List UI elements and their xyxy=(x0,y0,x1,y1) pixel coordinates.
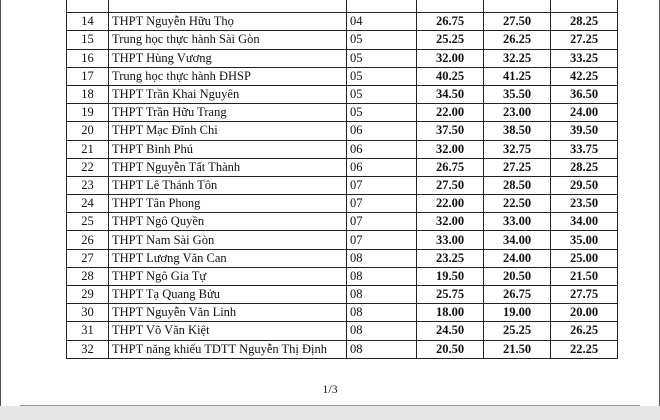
zone-cell: 05 xyxy=(347,104,417,122)
school-name-cell: THPT Võ Văn Kiệt xyxy=(109,322,347,340)
score-choice-2-cell: 23.00 xyxy=(484,104,551,122)
table-row xyxy=(67,85,618,103)
score-choice-3-cell: 36.50 xyxy=(551,85,618,103)
score-choice-2-cell: 26.25 xyxy=(484,31,551,49)
score-choice-1-cell: 22.00 xyxy=(417,104,484,122)
score-choice-1-cell: 20.50 xyxy=(417,340,484,358)
score-choice-2-cell: 27.50 xyxy=(484,13,551,31)
score-choice-2-cell: 35.50 xyxy=(484,85,551,103)
row-number-cell: 23 xyxy=(67,176,109,194)
zone-cell: 07 xyxy=(347,176,417,194)
page-number: 1/3 xyxy=(322,382,338,396)
school-name-cell: THPT Trần Hữu Trang xyxy=(109,104,347,122)
table-row xyxy=(67,122,618,140)
school-name-cell: THPT Hùng Vương xyxy=(109,49,347,67)
zone-cell: 07 xyxy=(347,231,417,249)
table-row xyxy=(67,267,618,285)
score-choice-3-cell xyxy=(551,0,618,13)
score-choice-3-cell: 34.00 xyxy=(551,213,618,231)
zone-cell: 05 xyxy=(347,85,417,103)
score-choice-1-cell: 27.50 xyxy=(417,176,484,194)
score-choice-1-cell: 18.00 xyxy=(417,304,484,322)
row-number-cell: 29 xyxy=(67,286,109,304)
row-number-cell: 28 xyxy=(67,267,109,285)
row-number-cell: 17 xyxy=(67,67,109,85)
zone-cell: 08 xyxy=(347,267,417,285)
score-choice-2-cell: 24.00 xyxy=(484,249,551,267)
score-choice-3-cell: 33.25 xyxy=(551,49,618,67)
score-choice-3-cell: 39.50 xyxy=(551,122,618,140)
table-row xyxy=(67,49,618,67)
row-number-cell: 18 xyxy=(67,85,109,103)
score-choice-3-cell: 33.75 xyxy=(551,140,618,158)
school-name-cell: THPT Lê Thánh Tôn xyxy=(109,176,347,194)
zone-cell: 08 xyxy=(347,304,417,322)
row-number-cell: 32 xyxy=(67,340,109,358)
score-choice-3-cell: 24.00 xyxy=(551,104,618,122)
score-choice-1-cell: 32.00 xyxy=(417,140,484,158)
zone-cell: 07 xyxy=(347,213,417,231)
score-choice-2-cell: 41.25 xyxy=(484,67,551,85)
score-choice-2-cell: 32.75 xyxy=(484,140,551,158)
school-name-cell: THPT Ngô Quyền xyxy=(109,213,347,231)
score-choice-3-cell: 28.25 xyxy=(551,158,618,176)
row-number-cell: 22 xyxy=(67,158,109,176)
score-choice-3-cell: 21.50 xyxy=(551,267,618,285)
table-row xyxy=(67,340,618,358)
table-row xyxy=(67,67,618,85)
school-name-cell: THPT Nguyễn Tất Thành xyxy=(109,158,347,176)
table-row xyxy=(67,13,618,31)
school-name-cell: Trung học thực hành ĐHSP xyxy=(109,67,347,85)
score-choice-2-cell: 28.50 xyxy=(484,176,551,194)
score-choice-3-cell: 42.25 xyxy=(551,67,618,85)
table-row xyxy=(67,31,618,49)
table-row xyxy=(67,213,618,231)
zone-cell: 04 xyxy=(347,13,417,31)
score-choice-1-cell: 32.00 xyxy=(417,213,484,231)
score-choice-3-cell: 26.25 xyxy=(551,322,618,340)
school-name-cell: THPT Mạc Đĩnh Chi xyxy=(109,122,347,140)
row-number-cell: 24 xyxy=(67,195,109,213)
table-row xyxy=(67,195,618,213)
school-name-cell: THPT năng khiếu TDTT Nguyễn Thị Định xyxy=(109,340,347,358)
score-choice-3-cell: 25.00 xyxy=(551,249,618,267)
school-name-cell: THPT Ngô Gia Tự xyxy=(109,267,347,285)
row-number-cell: 30 xyxy=(67,304,109,322)
row-number-cell: 14 xyxy=(67,13,109,31)
score-choice-2-cell: 21.50 xyxy=(484,340,551,358)
score-choice-1-cell: 33.00 xyxy=(417,231,484,249)
table-row xyxy=(67,158,618,176)
viewer-background xyxy=(0,406,660,420)
table-row xyxy=(67,140,618,158)
table-row xyxy=(67,0,618,13)
score-choice-3-cell: 22.25 xyxy=(551,340,618,358)
score-table-body xyxy=(67,0,618,358)
zone-cell: 05 xyxy=(347,31,417,49)
score-choice-1-cell: 25.25 xyxy=(417,31,484,49)
zone-cell: 08 xyxy=(347,340,417,358)
score-choice-3-cell: 28.25 xyxy=(551,13,618,31)
admission-score-table xyxy=(66,0,618,359)
score-choice-3-cell: 35.00 xyxy=(551,231,618,249)
score-choice-1-cell: 25.75 xyxy=(417,286,484,304)
score-choice-2-cell: 32.25 xyxy=(484,49,551,67)
row-number-cell: 20 xyxy=(67,122,109,140)
table-row xyxy=(67,231,618,249)
row-number-cell: 15 xyxy=(67,31,109,49)
school-name-cell xyxy=(109,0,347,13)
score-choice-3-cell: 27.75 xyxy=(551,286,618,304)
score-choice-1-cell: 26.75 xyxy=(417,13,484,31)
score-choice-2-cell: 22.50 xyxy=(484,195,551,213)
zone-cell: 08 xyxy=(347,322,417,340)
score-choice-1-cell: 32.00 xyxy=(417,49,484,67)
zone-cell xyxy=(347,0,417,13)
score-choice-1-cell: 24.50 xyxy=(417,322,484,340)
score-choice-1-cell: 19.50 xyxy=(417,267,484,285)
table-row xyxy=(67,104,618,122)
score-choice-2-cell: 20.50 xyxy=(484,267,551,285)
table-row xyxy=(67,176,618,194)
row-number-cell: 19 xyxy=(67,104,109,122)
table-row xyxy=(67,304,618,322)
school-name-cell: THPT Tân Phong xyxy=(109,195,347,213)
score-choice-2-cell: 33.00 xyxy=(484,213,551,231)
zone-cell: 06 xyxy=(347,122,417,140)
score-choice-2-cell: 19.00 xyxy=(484,304,551,322)
zone-cell: 08 xyxy=(347,286,417,304)
table-row xyxy=(67,249,618,267)
table-row xyxy=(67,322,618,340)
school-name-cell: THPT Nguyễn Hữu Thọ xyxy=(109,13,347,31)
school-name-cell: THPT Tạ Quang Bửu xyxy=(109,286,347,304)
score-choice-3-cell: 27.25 xyxy=(551,31,618,49)
score-choice-2-cell: 38.50 xyxy=(484,122,551,140)
school-name-cell: THPT Nam Sài Gòn xyxy=(109,231,347,249)
row-number-cell: 27 xyxy=(67,249,109,267)
school-name-cell: THPT Lương Văn Can xyxy=(109,249,347,267)
zone-cell: 06 xyxy=(347,140,417,158)
score-choice-1-cell xyxy=(417,0,484,13)
score-choice-1-cell: 23.25 xyxy=(417,249,484,267)
row-number-cell: 25 xyxy=(67,213,109,231)
score-choice-2-cell: 26.75 xyxy=(484,286,551,304)
score-choice-1-cell: 34.50 xyxy=(417,85,484,103)
score-choice-3-cell: 29.50 xyxy=(551,176,618,194)
zone-cell: 05 xyxy=(347,67,417,85)
score-choice-3-cell: 20.00 xyxy=(551,304,618,322)
zone-cell: 07 xyxy=(347,195,417,213)
school-name-cell: Trung học thực hành Sài Gòn xyxy=(109,31,347,49)
school-name-cell: THPT Nguyễn Văn Linh xyxy=(109,304,347,322)
score-choice-2-cell xyxy=(484,0,551,13)
row-number-cell: 26 xyxy=(67,231,109,249)
score-choice-1-cell: 26.75 xyxy=(417,158,484,176)
table-row xyxy=(67,286,618,304)
zone-cell: 08 xyxy=(347,249,417,267)
school-name-cell: THPT Bình Phú xyxy=(109,140,347,158)
zone-cell: 05 xyxy=(347,49,417,67)
school-name-cell: THPT Trần Khai Nguyên xyxy=(109,85,347,103)
score-choice-1-cell: 40.25 xyxy=(417,67,484,85)
row-number-cell: 21 xyxy=(67,140,109,158)
score-choice-1-cell: 37.50 xyxy=(417,122,484,140)
score-choice-2-cell: 34.00 xyxy=(484,231,551,249)
row-number-cell xyxy=(67,0,109,13)
zone-cell: 06 xyxy=(347,158,417,176)
row-number-cell: 16 xyxy=(67,49,109,67)
score-choice-3-cell: 23.50 xyxy=(551,195,618,213)
row-number-cell: 31 xyxy=(67,322,109,340)
score-choice-2-cell: 27.25 xyxy=(484,158,551,176)
score-choice-1-cell: 22.00 xyxy=(417,195,484,213)
score-choice-2-cell: 25.25 xyxy=(484,322,551,340)
